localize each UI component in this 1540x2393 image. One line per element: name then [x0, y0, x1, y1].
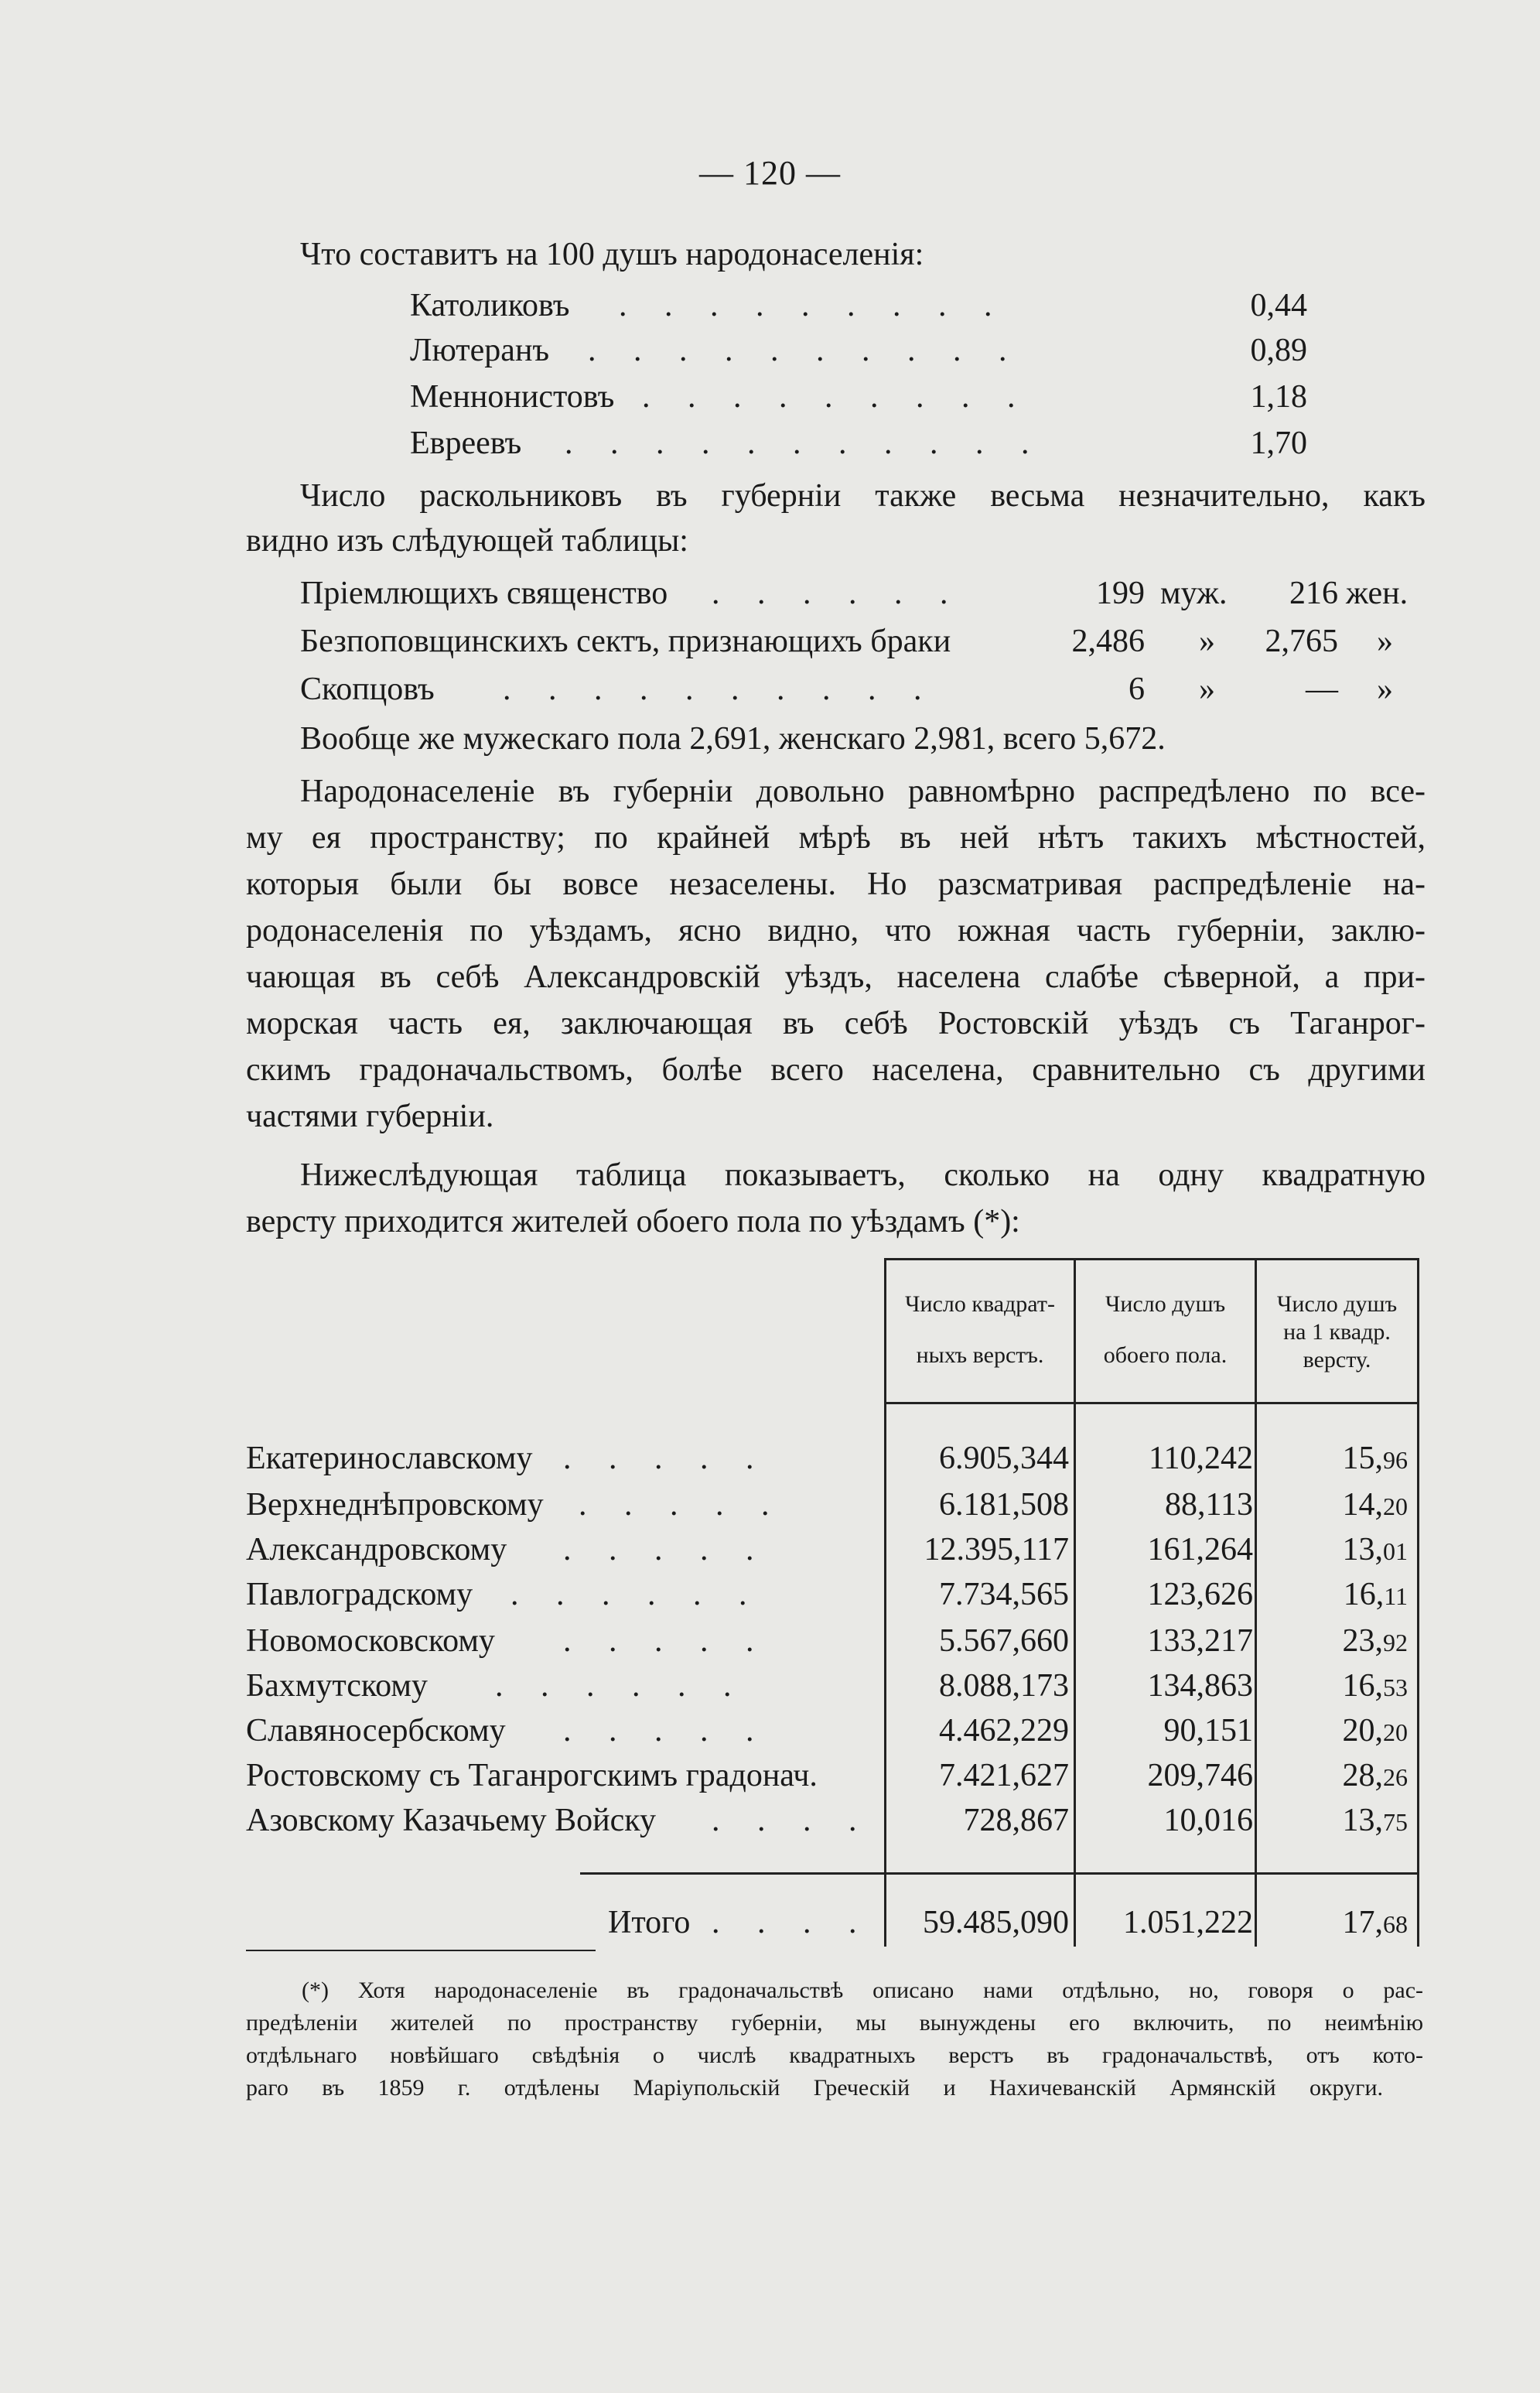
density-fraction: 75: [1383, 1808, 1408, 1836]
header-line: на 1 квадр.: [1283, 1319, 1391, 1345]
row-souls: 161,264: [1147, 1532, 1253, 1567]
density-integer: 16,: [1342, 1668, 1383, 1704]
leader-dots: . . . . .: [563, 1623, 769, 1659]
density-integer: 17,: [1342, 1905, 1383, 1940]
row-name: Новомосковскому: [246, 1623, 495, 1659]
leader-dots: . . . . . . . . . . .: [565, 426, 1044, 461]
sect-female: —: [1306, 672, 1338, 707]
density-fraction: 68: [1383, 1910, 1408, 1938]
density-integer: 14,: [1342, 1487, 1383, 1523]
header-line: Число душъ: [1276, 1291, 1398, 1317]
leader-dots: . . . . . .: [712, 576, 963, 611]
row-souls: 133,217: [1147, 1623, 1253, 1659]
paragraph-line: чающая въ себѣ Александровскій уѣздъ, населена слабѣе сѣверной, а при-: [246, 959, 1426, 995]
footnote-line: отдѣльнаго новѣйшаго свѣдѣнія о числѣ квадратныхъ верстъ въ градоначальствѣ, отъ кото-: [246, 2043, 1423, 2068]
total-density: [1261, 1900, 1408, 1947]
row-density: [1261, 1708, 1408, 1755]
religion-value: 1,70: [1250, 426, 1307, 461]
paragraph-line: частями губерніи.: [246, 1099, 494, 1134]
leader-dots: . . . . .: [563, 1441, 769, 1476]
density-fraction: 20: [1383, 1492, 1408, 1520]
total-area: 59.485,090: [923, 1905, 1069, 1940]
density-integer: 28,: [1342, 1758, 1383, 1793]
density-integer: 13,: [1342, 1532, 1383, 1567]
religion-value: 1,18: [1250, 379, 1307, 415]
leader-dots: . . . . .: [563, 1532, 769, 1567]
row-name: Азовскому Казачьему Войску: [246, 1803, 657, 1838]
row-name: Славяносербскому: [246, 1713, 506, 1749]
table-intro-line-2: версту приходится жителей обоего пола по уѣздамъ (*):: [246, 1204, 1020, 1239]
row-souls: 110,242: [1149, 1441, 1253, 1476]
row-name: Александровскому: [246, 1532, 507, 1567]
total-label: Итого: [608, 1905, 691, 1940]
sects-total: Вообще же мужескаго пола 2,691, женскаго 2,981, всего 5,672.: [300, 721, 1166, 757]
row-area: 4.462,229: [939, 1713, 1069, 1749]
leader-dots: . . . . .: [563, 1713, 769, 1749]
row-souls: 88,113: [1165, 1487, 1253, 1523]
row-density: [1261, 1663, 1408, 1710]
density-fraction: 20: [1383, 1718, 1408, 1746]
row-souls: 10,016: [1163, 1803, 1253, 1838]
header-line: ныхъ верстъ.: [916, 1342, 1044, 1368]
sect-male-unit: »: [1199, 624, 1215, 659]
leader-dots: . . . . .: [579, 1487, 784, 1523]
leader-dots: . . . . . . . . . .: [588, 333, 1022, 368]
religion-label: Католиковъ: [410, 288, 570, 323]
row-souls: 134,863: [1147, 1668, 1253, 1704]
table-intro-line-1: Нижеслѣдующая таблица показываетъ, сколько на одну квадратную: [300, 1157, 1426, 1193]
footnote-line: предѣленіи жителей по пространству губерніи, мы вынуждены его включить, по неимѣнію: [246, 2010, 1423, 2036]
paragraph-line: морская часть ея, заключающая въ себѣ Ростовскій уѣздъ съ Таганрог-: [246, 1006, 1426, 1041]
density-fraction: 11: [1384, 1582, 1408, 1610]
paragraph-line: му ея пространству; по крайней мѣрѣ въ ней нѣтъ такихъ мѣстностей,: [246, 820, 1426, 856]
header-line: Число квадрат-: [905, 1291, 1055, 1317]
header-density: [1257, 1291, 1417, 1374]
leader-dots: . . . .: [712, 1905, 872, 1940]
header-area: [886, 1291, 1074, 1369]
density-fraction: 96: [1383, 1446, 1408, 1474]
row-density: [1261, 1753, 1408, 1800]
density-integer: 20,: [1342, 1713, 1383, 1749]
table-total-rule: [580, 1872, 1419, 1875]
sect-male: 6: [1129, 672, 1145, 707]
sect-female-unit: »: [1377, 624, 1393, 659]
page-number: — 120 —: [699, 154, 841, 192]
religion-value: 0,89: [1250, 333, 1307, 368]
footnote-line: (*) Хотя народонаселеніе въ градоначальствѣ описано нами отдѣльно, но, говоря о рас-: [302, 1978, 1423, 2003]
header-line: Число душъ: [1105, 1291, 1226, 1317]
row-density: [1261, 1527, 1408, 1574]
footnote-line: раго въ 1859 г. отдѣлены Маріупольскій Греческій и Нахичеванскій Армянскій округи.: [246, 2075, 1383, 2101]
sect-female-unit: »: [1377, 672, 1393, 707]
leader-dots: . . . . . . . . . .: [503, 672, 937, 707]
row-name: Бахмутскому: [246, 1668, 428, 1704]
sect-female: 216: [1289, 576, 1338, 611]
leader-dots: . . . .: [712, 1803, 872, 1838]
sect-label: Безпоповщинскихъ сектъ, признающихъ браки: [300, 624, 951, 659]
header-line: версту.: [1303, 1347, 1371, 1373]
sect-male: 199: [1096, 576, 1145, 611]
paragraph-line: Народонаселеніе въ губерніи довольно равномѣрно распредѣлено по все-: [300, 774, 1426, 809]
row-souls: 209,746: [1147, 1758, 1253, 1793]
row-souls: 123,626: [1147, 1577, 1253, 1612]
row-name: Верхнеднѣпровскому: [246, 1487, 544, 1523]
row-name: Павлоградскому: [246, 1577, 473, 1612]
density-fraction: 53: [1383, 1673, 1408, 1701]
sect-male: 2,486: [1071, 624, 1145, 659]
leader-dots: . . . . . .: [495, 1668, 746, 1704]
density-integer: 16,: [1343, 1577, 1385, 1612]
religion-label: Евреевъ: [410, 426, 522, 461]
sect-male-unit: муж.: [1160, 576, 1228, 611]
religion-label: Лютеранъ: [410, 333, 550, 368]
row-area: 12.395,117: [924, 1532, 1069, 1567]
density-integer: 15,: [1342, 1441, 1383, 1476]
raskol-line-1: Число раскольниковъ въ губерніи также весьма незначительно, какъ: [300, 478, 1426, 514]
sect-female-unit: жен.: [1346, 576, 1409, 611]
leader-dots: . . . . . . . . .: [642, 379, 1030, 415]
density-fraction: 92: [1383, 1629, 1408, 1656]
paragraph-line: которыя были бы вовсе незаселены. Но разсматривая распредѣленіе на-: [246, 867, 1426, 902]
row-area: 5.567,660: [939, 1623, 1069, 1659]
intro-line: Что составитъ на 100 душъ народонаселенія:: [300, 237, 924, 272]
footnote-rule: [246, 1950, 596, 1951]
paragraph-line: скимъ градоначальствомъ, болѣе всего населена, сравнительно съ другими: [246, 1052, 1426, 1088]
row-area: 7.734,565: [939, 1577, 1069, 1612]
row-area: 6.181,508: [939, 1487, 1069, 1523]
header-souls: [1076, 1291, 1255, 1369]
density-fraction: 01: [1383, 1537, 1408, 1565]
sect-female: 2,765: [1265, 624, 1338, 659]
row-density: [1261, 1572, 1408, 1619]
row-area: 728,867: [963, 1803, 1069, 1838]
row-density: [1261, 1436, 1408, 1482]
raskol-line-2: видно изъ слѣдующей таблицы:: [246, 523, 688, 559]
sect-male-unit: »: [1199, 672, 1215, 707]
row-density: [1261, 1798, 1408, 1844]
table-top-rule: [884, 1258, 1419, 1260]
row-density: [1261, 1619, 1408, 1665]
religion-value: 0,44: [1250, 288, 1307, 323]
leader-dots: . . . . . . . . .: [619, 288, 1007, 323]
density-integer: 13,: [1342, 1803, 1383, 1838]
row-name: Екатеринославскому: [246, 1441, 533, 1476]
row-area: 7.421,627: [939, 1758, 1069, 1793]
row-name: Ростовскому съ Таганрогскимъ градонач.: [246, 1758, 818, 1793]
paragraph-line: родонаселенія по уѣздамъ, ясно видно, что южная часть губерніи, заклю-: [246, 913, 1426, 949]
row-density: [1261, 1482, 1408, 1529]
table-column-rule: [1417, 1258, 1419, 1947]
density-fraction: 26: [1383, 1763, 1408, 1791]
leader-dots: . . . . . .: [510, 1577, 762, 1612]
sect-label: Скопцовъ: [300, 672, 435, 707]
row-souls: 90,151: [1163, 1713, 1253, 1749]
row-area: 8.088,173: [939, 1668, 1069, 1704]
row-area: 6.905,344: [939, 1441, 1069, 1476]
sect-label: Пріемлющихъ священство: [300, 576, 668, 611]
density-integer: 23,: [1342, 1623, 1383, 1659]
religion-label: Меннонистовъ: [410, 379, 615, 415]
header-line: обоего пола.: [1103, 1342, 1228, 1368]
total-souls: 1.051,222: [1123, 1905, 1253, 1940]
table-header-rule: [884, 1402, 1419, 1404]
